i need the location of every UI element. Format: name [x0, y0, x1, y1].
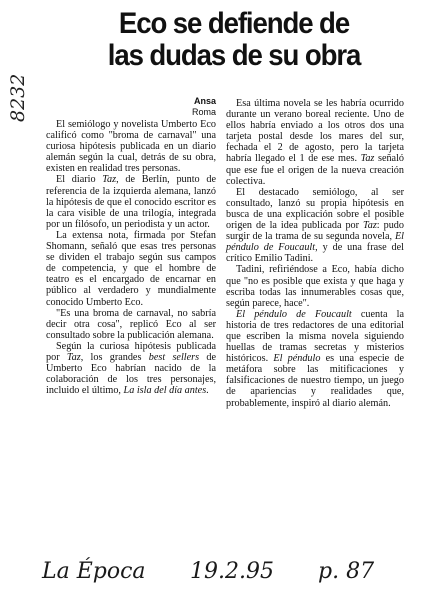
paragraph — [46, 174, 216, 229]
text-run: de Umberto Eco habrían nacido de la colaboración de los tres personajes, incluido el último, — [46, 351, 216, 397]
text-run: "Es una broma de carnaval, no sabría decir otra cosa", replicó Eco al ser consultado sobre la publicación alemana. — [46, 307, 216, 341]
italic-run: Taz — [360, 153, 375, 165]
text-run: El destacado semiólogo, al ser consultado, lanzó su propia hipótesis en busca de una explicación sobre el posible origen de la idea publicada por — [226, 186, 404, 232]
paragraph — [226, 98, 404, 187]
byline — [46, 96, 216, 117]
paragraph — [226, 264, 404, 308]
headline-line-2: las dudas de su obra — [107, 39, 361, 72]
text-run: cuenta la historia de tres redactores de una editorial que escriben la misma novela siguiendo huellas de tramas secretas y misterios históricos. — [226, 308, 404, 365]
text-run: . — [206, 385, 209, 397]
margin-note — [4, 56, 32, 126]
paragraph — [46, 341, 216, 396]
margin-note-text: 8232 — [7, 73, 29, 122]
italic-run: Taz — [66, 351, 81, 363]
text-run: , los grandes — [80, 351, 149, 363]
text-run: Esa última novela se les habría ocurrido durante un verano boreal reciente. Uno de ellos habría enviado a los otros dos una tarjeta postal desde los mares del sur, fechada el 2 de agosto, pero la tarjeta habría llegado el 1 de ese mes. — [226, 98, 404, 165]
handwritten-annotation — [40, 548, 400, 588]
text-run: Tadini, refiriéndose a Eco, había dicho que "no es posible que exista y que haga y escriba todas las innumerables cosas que, según parece, hace". — [226, 264, 404, 309]
text-run: La extensa nota, firmada por Stefan Shomann, señaló que esas tres personas se dividen el trabajo según sus campos de competencia, y que el hombre de teatro es el encargado de encarnar en público al verdadero y mundialmente conocido Umberto Eco. — [46, 229, 216, 308]
handwritten-page: p. 87 — [318, 559, 375, 584]
text-run: Según la curiosa hipótesis publicada por — [46, 340, 216, 363]
text-run: El diario — [56, 174, 103, 186]
italic-run: Taz — [102, 174, 117, 186]
italic-run: best sellers — [148, 351, 200, 363]
text-run: , y de una frase del crítico Emilio Tadini. — [226, 242, 404, 265]
italic-run: La isla del día antes — [123, 385, 207, 397]
paragraph — [46, 119, 216, 174]
italic-run: El péndulo de Foucault — [226, 231, 404, 254]
text-run: es una especie de metáfora sobre las mitificaciones y falsificaciones de nuestro tiempo, un juego de apariencias y realidades que, probablemente, inspiró al diario alemán. — [226, 353, 404, 409]
byline-agency: Ansa — [193, 96, 216, 106]
text-run: : pudo surgir de la trama de su segunda novela, — [226, 220, 404, 243]
left-column — [46, 96, 216, 396]
headline — [65, 8, 404, 72]
text-run: , de Berlín, punto de referencia de la izquierda alemana, lanzó la hipótesis de que el conocido escritor es la cara visible de una trilogía, integrada por un filósofo, un periodista y un actor. — [46, 174, 216, 230]
paragraph — [46, 308, 216, 341]
italic-run: El péndulo — [273, 353, 321, 365]
text-run: señaló que ese fue el origen de la nueva creación colectiva. — [226, 153, 405, 187]
text-run: El semiólogo y novelista Umberto Eco calificó como "broma de carnaval" una curiosa hipótesis publicada en un diario alemán según la cual, detrás de su obra, existen en realidad tres personas. — [46, 119, 216, 175]
paragraph — [226, 309, 404, 409]
right-column — [226, 96, 404, 409]
italic-run: Taz — [363, 220, 377, 232]
headline-line-1: Eco se defiende de — [118, 7, 350, 40]
handwritten-source: La Época — [42, 559, 146, 584]
paragraph — [226, 187, 404, 265]
italic-run: El péndulo de Foucault — [236, 308, 352, 320]
left-column-body — [46, 119, 216, 396]
paragraph — [46, 230, 216, 308]
handwritten-date: 19.2.95 — [190, 559, 274, 584]
right-column-body — [226, 98, 404, 409]
byline-city: Roma — [191, 106, 216, 117]
